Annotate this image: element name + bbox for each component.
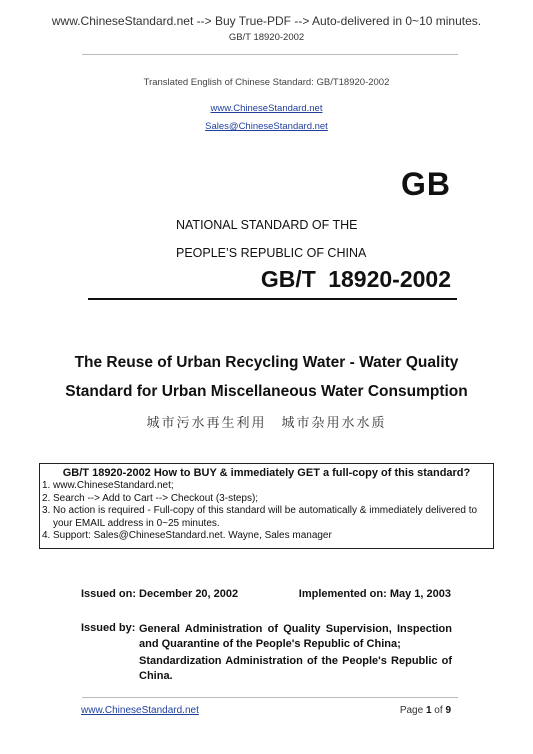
footer-divider (82, 697, 458, 698)
implemented-on-date: Implemented on: May 1, 2003 (298, 588, 451, 600)
total-pages: 9 (445, 705, 451, 716)
buy-step-text: Support: Sales@ChineseStandard.net. Wayne, Sales manager (53, 530, 332, 541)
buy-step: 3. No action is required - Full-copy of this standard will be automatically & immediately delivered to (42, 505, 478, 516)
document-title-line-1: The Reuse of Urban Recycling Water - Water Quality (74, 354, 459, 371)
chinese-title: 城市污水再生利用 城市杂用水水质 (146, 416, 387, 431)
buy-box-title: GB/T 18920-2002 How to BUY & immediately GET a full-copy of this standard? (62, 467, 471, 479)
buy-step-continued (40, 518, 493, 531)
issued-by-label: Issued by: (81, 622, 136, 634)
standard-code: GB/T 18920-2002 (260, 266, 451, 292)
issued-on-date: Issued on: December 20, 2002 (81, 588, 239, 600)
buy-step-text: Search --> Add to Cart --> Checkout (3-steps); (53, 492, 259, 504)
current-page: 1 (425, 705, 432, 716)
buy-step-text: your EMAIL address in 0~25 minutes. (53, 517, 220, 529)
national-standard-line-2: PEOPLE’S REPUBLIC OF CHINA (176, 246, 367, 260)
issuer-1: General Administration of Quality Supervision, Inspection and Quarantine of the People's Republic of China; (139, 623, 452, 650)
website-link[interactable]: www.ChineseStandard.net (210, 103, 323, 114)
title-divider (88, 298, 457, 300)
page-indicator: Page 1 of 9 (399, 705, 451, 716)
document-title-line-2: Standard for Urban Miscellaneous Water Consumption (65, 383, 468, 400)
header-divider (82, 54, 458, 55)
buy-instructions-box (39, 463, 494, 549)
national-standard-line-1: NATIONAL STANDARD OF THE (176, 218, 358, 232)
translated-note: Translated English of Chinese Standard: GB/T18920-2002 (143, 77, 390, 88)
header-line-1: www.ChineseStandard.net --> Buy True-PDF --> Auto-delivered in 0~10 minutes. (51, 14, 482, 28)
buy-step: 2. Search --> Add to Cart --> Checkout (3-steps); (42, 492, 259, 504)
header-standard-code: GB/T 18920-2002 (228, 32, 305, 43)
issuer-2: Standardization Administration of the People's Republic of China. (139, 655, 452, 682)
buy-step-text: No action is required - Full-copy of this standard will be automatically & immediately delivered to (53, 505, 478, 516)
buy-step: 4. Support: Sales@ChineseStandard.net. Wayne, Sales manager (42, 530, 332, 541)
buy-step: 1. www.ChineseStandard.net; (42, 480, 174, 491)
email-link[interactable]: Sales@ChineseStandard.net (205, 121, 328, 132)
gb-mark: GB (401, 166, 451, 202)
footer-website-link[interactable]: www.ChineseStandard.net (81, 705, 199, 716)
buy-step-text[interactable]: www.ChineseStandard.net; (53, 480, 174, 491)
